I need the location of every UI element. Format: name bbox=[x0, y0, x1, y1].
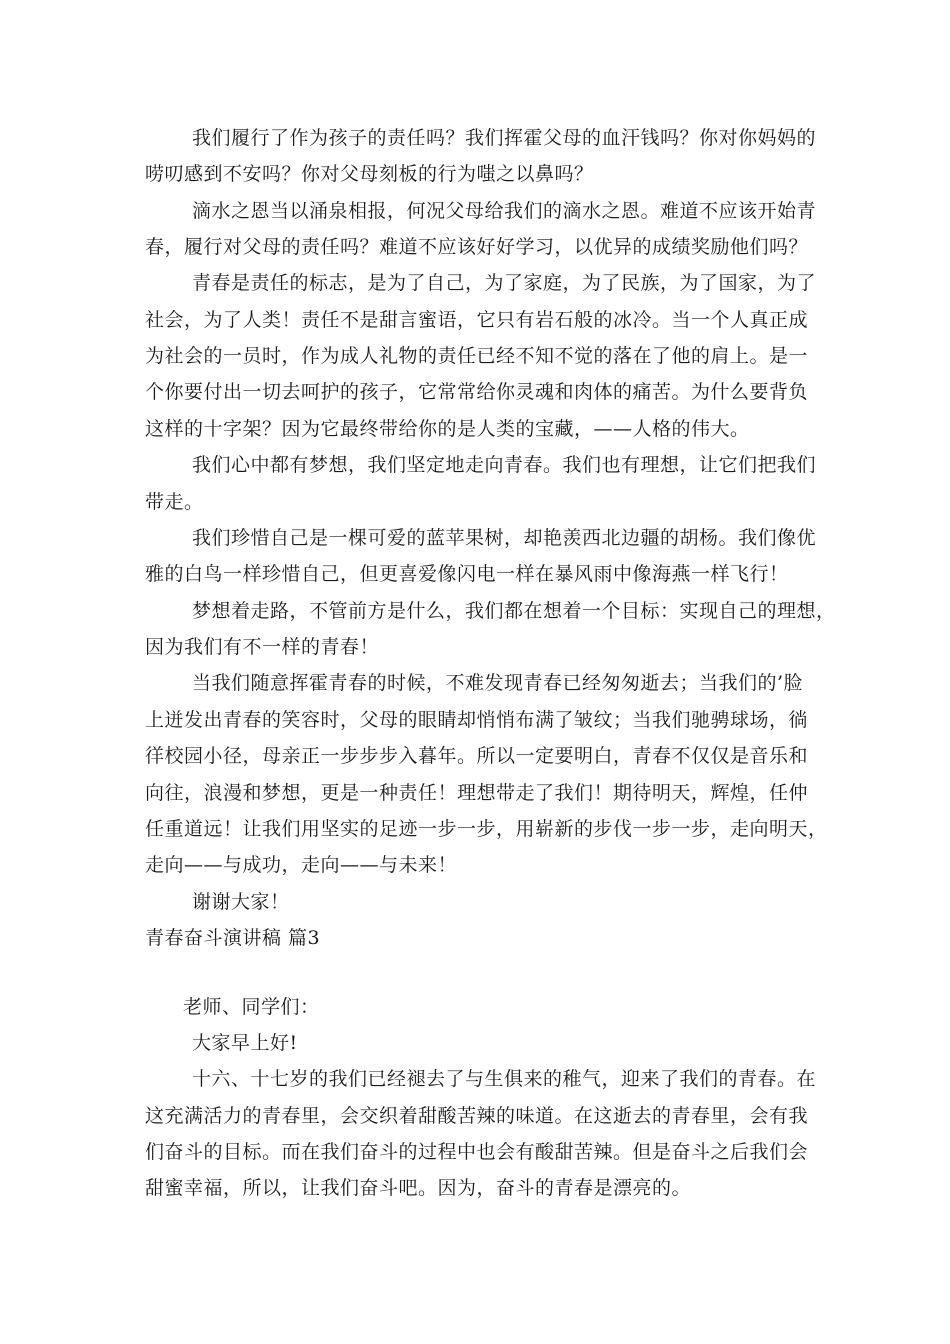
paragraph-line: 春，履行对父母的责任吗？难道不应该好好学习，以优异的成绩奖励他们吗？ bbox=[145, 236, 809, 258]
paragraph-line: 我们履行了作为孩子的责任吗？我们挥霍父母的血汗钱吗？你对你妈妈的 bbox=[192, 127, 817, 149]
paragraph-line: 们奋斗的目标。而在我们奋斗的过程中也会有酸甜苦辣。但是奋斗之后我们会 bbox=[145, 1141, 809, 1163]
paragraph-line: 当我们随意挥霍青春的时候，不难发现青春已经匆匆逝去；当我们的’脸 bbox=[192, 672, 804, 694]
paragraph-line: 个你要付出一切去呵护的孩子，它常常给你灵魂和肉体的痛苦。为什么要背负 bbox=[145, 381, 809, 403]
paragraph-line: 这充满活力的青春里，会交织着甜酸苦辣的味道。在这逝去的青春里，会有我 bbox=[145, 1105, 809, 1127]
paragraph-line: 青春是责任的标志，是为了自己，为了家庭，为了民族，为了国家，为了 bbox=[192, 272, 817, 294]
paragraph-line: 因为我们有不一样的青春！ bbox=[145, 636, 380, 658]
greeting-line: 大家早上好! bbox=[192, 1032, 298, 1054]
closing-line: 谢谢大家！ bbox=[192, 891, 290, 913]
paragraph-line: 滴水之恩当以涌泉相报，何况父母给我们的滴水之恩。难道不应该开始青 bbox=[192, 200, 817, 222]
paragraph-line: 甜蜜幸福，所以，让我们奋斗吧。因为，奋斗的青春是漂亮的。 bbox=[145, 1177, 692, 1199]
paragraph-line: 梦想着走路，不管前方是什么，我们都在想着一个目标：实现自己的理想， bbox=[192, 600, 836, 622]
paragraph-line: 向往，浪漫和梦想，更是一种责任！理想带走了我们！期待明天，辉煌，任仲 bbox=[145, 782, 809, 804]
paragraph-line: 徉校园小径，母亲正一步步步入暮年。所以一定要明白，青春不仅仅是音乐和 bbox=[145, 745, 809, 767]
paragraph-line: 这样的十字架？因为它最终带给你的是人类的宝藏，——人格的伟大。 bbox=[145, 418, 750, 440]
paragraph-line: 唠叨感到不安吗？你对父母刻板的行为嗤之以鼻吗？ bbox=[145, 163, 594, 185]
paragraph-line: 雅的白鸟一样珍惜自己，但更喜爱像闪电一样在暴风雨中像海燕一样飞行！ bbox=[145, 563, 789, 585]
salutation-line: 老师、同学们： bbox=[183, 996, 320, 1018]
paragraph-line: 社会，为了人类！责任不是甜言蜜语，它只有岩石般的冰冷。当一个人真正成 bbox=[145, 309, 809, 331]
paragraph-line: 我们珍惜自己是一棵可爱的蓝苹果树，却艳羡西北边疆的胡杨。我们像优 bbox=[192, 527, 817, 549]
paragraph-line: 走向——与成功，走向——与未来！ bbox=[145, 854, 458, 876]
paragraph-line: 我们心中都有梦想，我们坚定地走向青春。我们也有理想，让它们把我们 bbox=[192, 454, 817, 476]
paragraph-line: 十六、十七岁的我们已经褪去了与生俱来的稚气，迎来了我们的青春。在 bbox=[192, 1068, 817, 1090]
paragraph-line: 带走。 bbox=[145, 491, 204, 513]
paragraph-line: 任重道远！让我们用坚实的足迹一步一步，用崭新的步伐一步一步，走向明天， bbox=[145, 818, 828, 840]
section-heading: 青春奋斗演讲稿 篇3 bbox=[145, 927, 321, 949]
paragraph-line: 上迸发出青春的笑容时，父母的眼睛却悄悄布满了皱纹；当我们驰骋球场，徜 bbox=[145, 709, 809, 731]
paragraph-line: 为社会的一员时，作为成人礼物的责任已经不知不觉的落在了他的肩上。是一 bbox=[145, 345, 809, 367]
